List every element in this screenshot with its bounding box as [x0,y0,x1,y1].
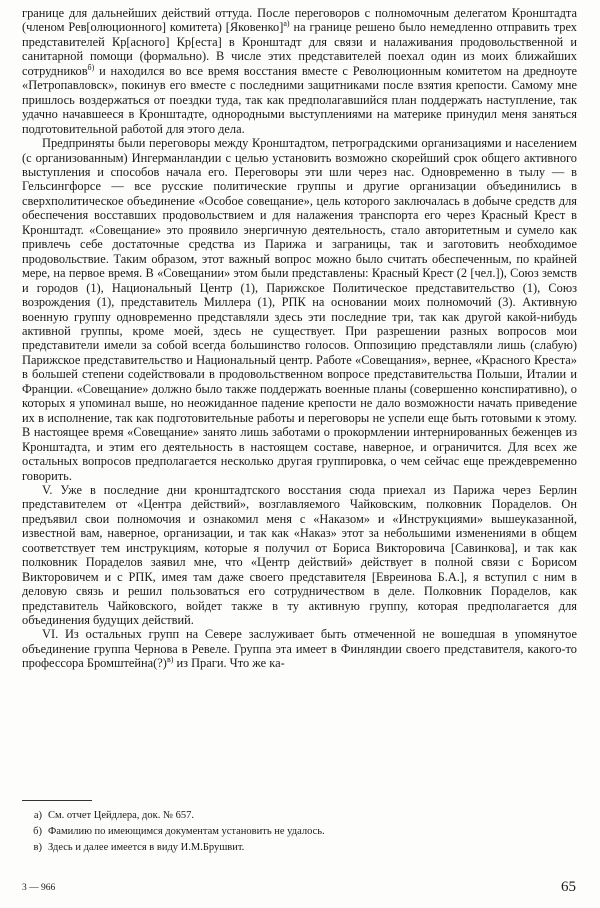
paragraph [22,6,577,136]
footnote-mark: в) [33,842,42,853]
footnote-text: Здесь и далее имеется в виду И.М.Брушвит. [48,842,245,853]
printer-signature: 3 — 966 [22,883,56,893]
page-number: 65 [561,879,576,895]
text-run: из Праги. Что же ка- [173,656,285,671]
text-run: на границе решено было немедленно отправить трех представителей Кр[асного] Кр[еста] в Кронштадт для связи и налаживания продовольственной и санитарной помощи (формально). В числе этих представителей поехал один из моих ближайших сотрудников [22,20,577,78]
paragraph [22,627,577,670]
footnote-text: Фамилию по имеющимся документам установить не удалось. [48,826,325,837]
text-run: VI. Из остальных групп на Севере заслуживает быть отмеченной не вошедшая в упомянутое объединение группа Чернова в Ревеле. Группа эта имеет в Финляндии своего представителя, какого-то профессора Бромштейна(?) [22,627,577,671]
footnote-b [22,825,577,838]
text-run: и находился во все время восстания вместе с Революционным комитетом на дредноуте «Петропавловск», покинув его вместе с последними защитниками после взятия крепости. Самому мне пришлось воздержаться от поездки туда, так как предполагавшийся план поддержать наступление, так удачно начавшееся в Кронштадте, однородными выступлениями на материке принудил меня заняться подготовительной работой для этого дела. [22,63,577,136]
body-text [22,6,577,671]
footnote-mark: а) [33,810,42,821]
footnote-c [22,841,577,854]
footnote-ref: в) [166,655,174,665]
text-run: Предприняты были переговоры между Кронштадтом, петроградскими организациями и населением (с организованным) Ингерманландии с целью установить возможно скорейший срок общего активного выступления и способов начала его. Переговоры эти шли через нас. Одновременно в тылу — в Гельсингфорсе — все русские политические группы и другие организации объединились в сверхполитическое объединение «Особое совещание», цель которого заключалась в добыче средств для обеспечения восставших продовольствием и для налажения транспорта его через Красный Крест в Кронштадт. «Совещание» это проявило энергичную деятельность, стало авторитетным и сумело как привлечь себе достаточные средства из Парижа и заграницы, так и заготовить необходимое продовольствие. Таким образом, этот важный вопрос можно было считать обеспеченным, по крайней мере, на первое время. В «Совещании» этом были представлены: Красный Крест (2 [чел.]), Союз земств и городов (1), Национальный Центр (1), Парижское Политическое представительство (1), Союз возрождения (1), представитель Миллера (1), РПК на основании моих полномочий (3). Активную военную группу одновременно представляли здесь эти последние три, так как другой какой-нибудь активной группы, кроме моей, здесь не существует. При разрешении разных вопросов мои представители имели за собой всегда большинство голосов. Оппозицию представляли лишь (слабую) Парижское представительство и Национальный центр. Работе «Совещания», вернее, «Красного Креста» в большей степени содействовали в продовольственном вопросе представительства Польши, Италии и Франции. «Совещание» должно было также поддержать военные планы (совершенно конспиративно), о которых я упоминал выше, но неожиданное падение крепости не дало возможности начать приведение их в исполнение, так как подготовительные работы и переговоры не успели еще быть готовыми к этому. В настоящее время «Совещание» занято лишь заботами о прокормлении интернированных беженцев из Кронштадта, и этим его деятельность в настоящем составе, наверное, и ограничится. Для всех же остальных вопросов предполагается несколько другая группировка, о чем сейчас еще преждевременно говорить. [22,136,577,483]
paragraph [22,136,577,483]
footnote-ref: б) [87,62,95,72]
paragraph [22,483,577,628]
footnote-mark: б) [33,826,42,837]
footnote-ref: а) [283,19,290,29]
text-run: границе для дальнейших действий оттуда. После переговоров с полномочным делегатом Кронштадта (членом Рев[олюционного] комитета) [Яковенко] [22,6,577,35]
footnote-divider [22,800,92,801]
text-run: V. Уже в последние дни кронштадтского восстания сюда приехал из Парижа через Берлин представителем от «Центра действий», возглавляемого Чайковским, полковник Пораделов. Он предъявил свои полномочия и ознакомил меня с «Наказом» и «Инструкциями» вышеуказанной, известной вам, наверное, организации, и так как «Наказ» этот за небольшими изменениями в общем соответствует тем инструкциям, которые я получил от Бориса Викторовича [Савинкова], и так как полковник Пораделов заявил мне, что «Центр действий» действует в полной связи с Борисом Викторовичем и с РПК, имея там даже своего представителя [Евреинова Б.А.], я вступил с ним в деловую связь и решил пользоваться его сотрудничеством в деле. Полковник Пораделов, как представитель Чайковского, войдет также в ту активную группу, которая предполагается для объединения будущих действий. [22,482,577,628]
footnote-text: См. отчет Цейдлера, док. № 657. [48,810,194,821]
footnote-a [22,809,577,822]
